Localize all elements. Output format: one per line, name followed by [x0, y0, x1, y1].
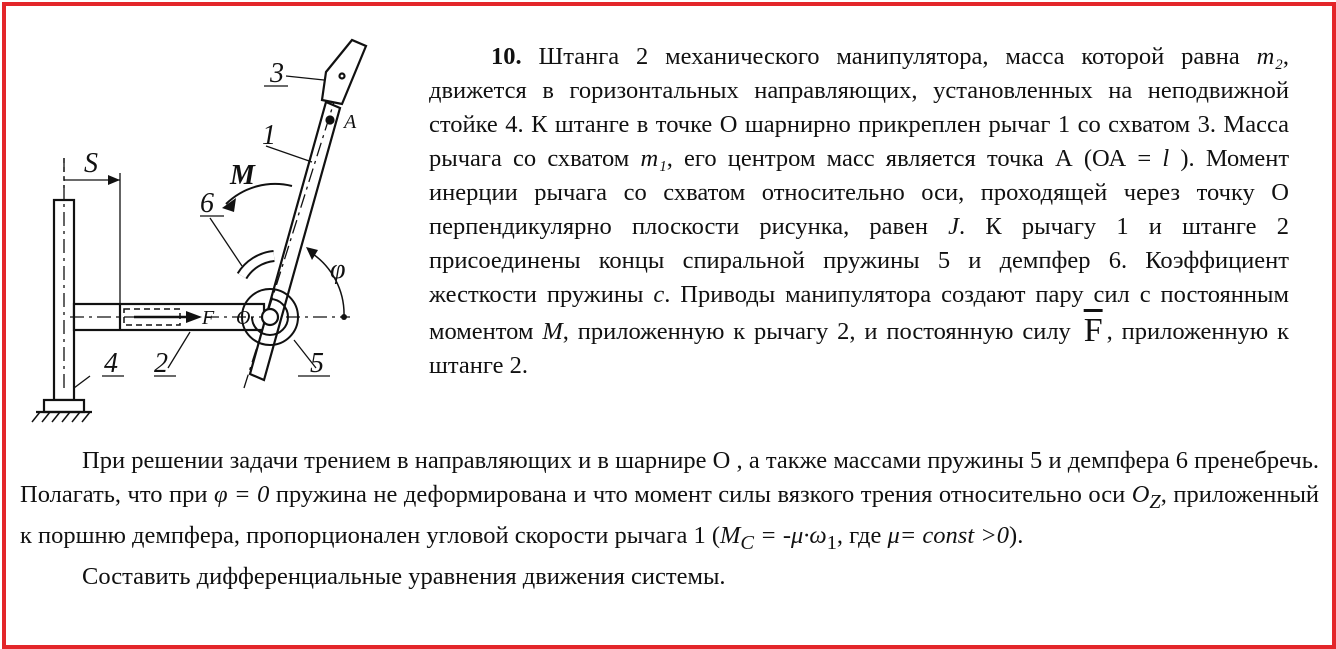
label-A: A: [344, 111, 357, 133]
manipulator-diagram: [30, 28, 430, 440]
task-paragraph: [20, 560, 1319, 594]
conditions-paragraph: При решении задачи трением в направляющих и в шарнире О , а также массами пружины 5 и демпфера 6 пренебречь. Полагать, что при φ = 0 пружина не деформирована и что момент силы вязкого трения относительно оси $O_Z$, приложенный к поршню демпфера, пропорционален угловой скорости рычага 1 ($M_C = -\mu\cdot\omega_1$, где μ= const >0).: [20, 447, 1320, 554]
label-F: F: [202, 307, 215, 329]
point-A: [327, 117, 334, 124]
mass-m1: m₁: [640, 145, 667, 172]
label-2: 2: [154, 348, 168, 379]
label-O: O: [236, 307, 251, 329]
label-5: 5: [310, 348, 324, 379]
label-1: 1: [262, 120, 276, 151]
label-3: 3: [270, 58, 284, 89]
problem-number: 10.: [491, 43, 522, 70]
inertia-J: J: [948, 213, 960, 240]
label-6: 6: [200, 188, 214, 219]
label-4: 4: [104, 348, 118, 379]
task-text: Составить дифференциальные уравнения движения системы.: [82, 562, 726, 590]
mu-const: μ= const >0: [887, 521, 1010, 549]
gripper-3: [322, 40, 366, 104]
phi-zero: φ = 0: [213, 481, 270, 508]
s-arrow: [108, 175, 120, 185]
ground-hatch: [32, 412, 90, 422]
axis-Oz: $O_Z$: [1131, 481, 1161, 513]
moment-M: M: [542, 318, 563, 345]
conditions-text: [20, 444, 1319, 594]
label-phi: φ: [330, 254, 346, 285]
length-l: l: [1162, 145, 1170, 172]
joint-O: [262, 309, 278, 325]
force-F: $\overline{F}$: [1083, 312, 1103, 349]
stand-base: [44, 400, 84, 412]
problem-paragraph: 10. Штанга 2 механического манипулятора, масса которой равна m₂, движется в горизонтальных направляющих, установленных на неподвижной стойке 4. К штанге в точке О шарнирно прикреплен рычаг 1 со схватом 3. Масса рычага со схватом m₁, его центром масс является точка А (ОА = l ). Момент инерции рычага со схватом относительно оси, проходящей через точку О перпендикулярно плоскости рисунка, равен J. К рычагу 1 и штанге 2 присоединены концы спиральной пружины 5 и демпфер 6. Коэффициент жесткости пружины c. Приводы манипулятора создают пару сил с постоянным моментом M, приложенную к рычагу 2, и постоянную силу $\overline{F}$ , приложенную к штанге 2.: [429, 43, 1290, 379]
label-S: S: [84, 148, 98, 179]
label-M: M: [230, 160, 255, 191]
problem-statement: [429, 40, 1289, 383]
mass-m2: m₂: [1256, 43, 1283, 70]
stiffness-c: c: [653, 281, 665, 308]
moment-Mc: $M_C$: [719, 521, 755, 554]
